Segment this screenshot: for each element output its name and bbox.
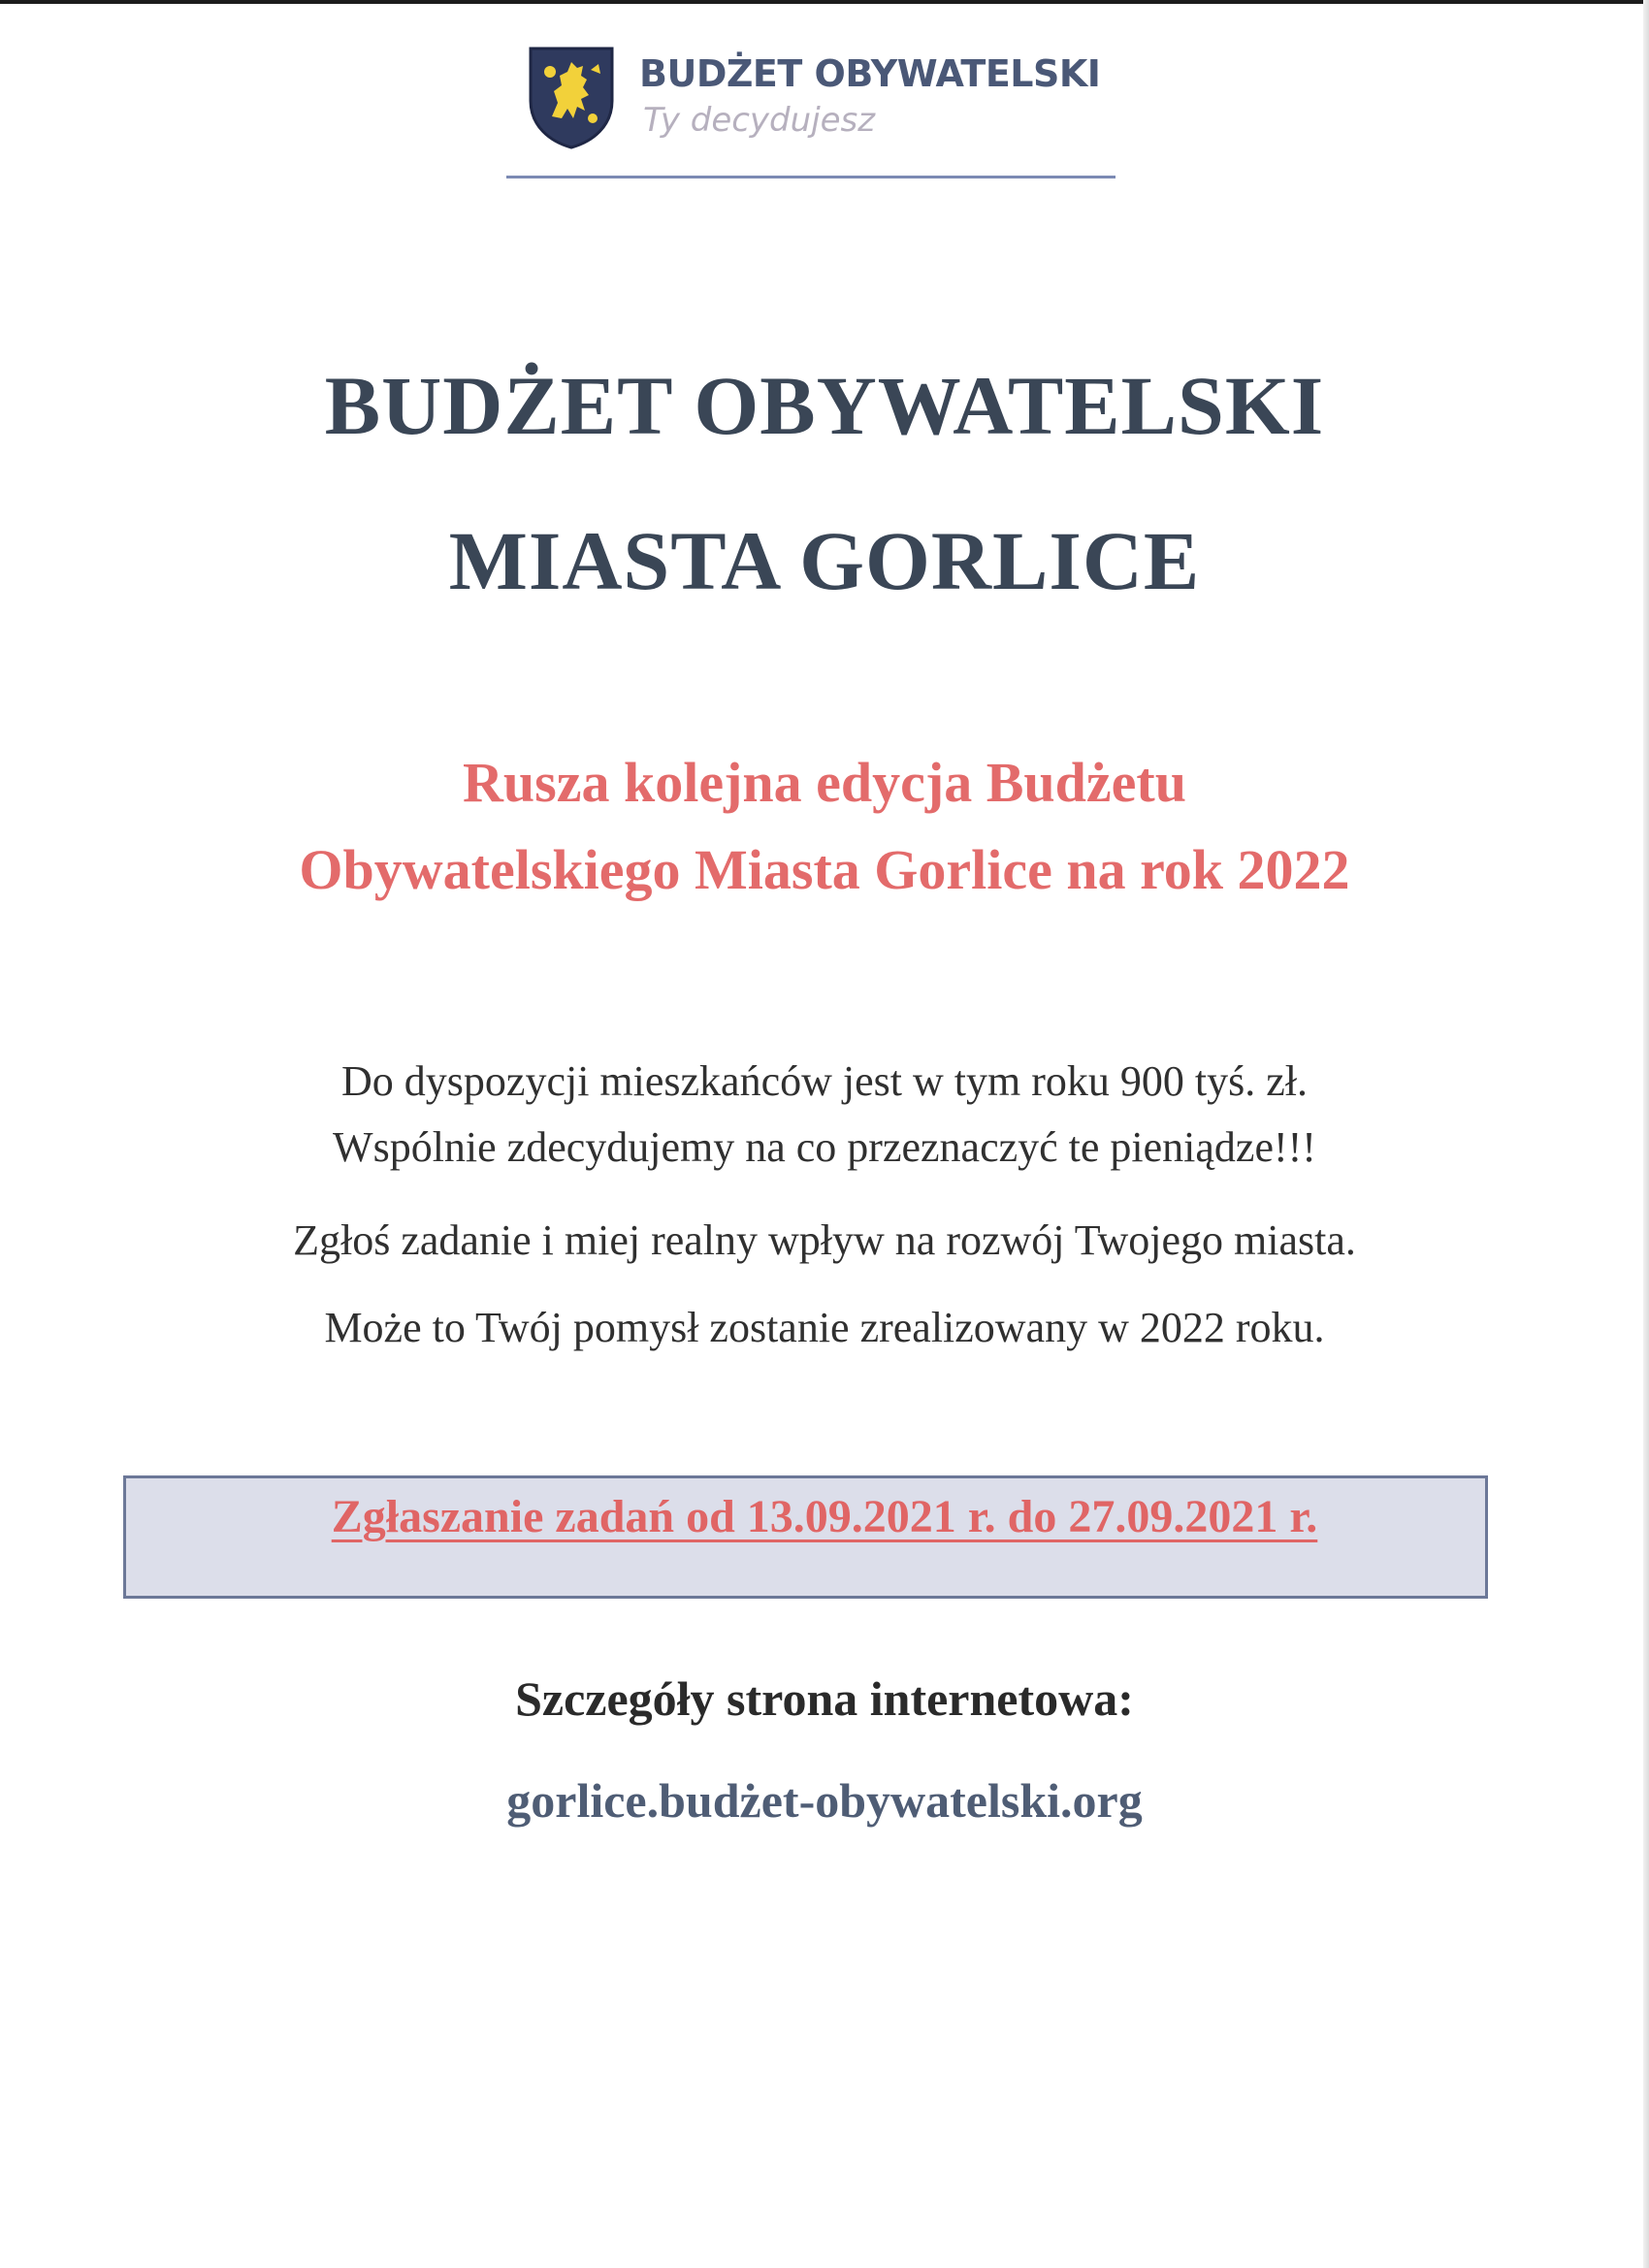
website-address: gorlice.budżet-obywatelski.org bbox=[506, 1773, 1143, 1828]
body-line-idea: Może to Twój pomysł zostanie zrealizowany w 2022 roku. bbox=[324, 1304, 1325, 1351]
subtitle-line-1: Rusza kolejna edycja Budżetu bbox=[463, 751, 1186, 814]
main-title-line-2: MIASTA GORLICE bbox=[448, 514, 1201, 607]
main-title-line-1: BUDŻET OBYWATELSKI bbox=[324, 359, 1325, 452]
scan-top-edge bbox=[0, 0, 1649, 4]
details-label: Szczegóły strona internetowa: bbox=[515, 1671, 1134, 1726]
logo-title: BUDŻET OBYWATELSKI bbox=[639, 52, 1101, 95]
budget-logo bbox=[527, 45, 1128, 180]
body-line-submit: Zgłoś zadanie i miej realny wpływ na rozwój Twojego miasta. bbox=[293, 1216, 1356, 1264]
body-line-decide: Wspólnie zdecydujemy na co przeznaczyć te pieniądze!!! bbox=[333, 1123, 1316, 1171]
deadline-text: Zgłaszanie zadań od 13.09.2021 r. do 27.09.2021 r. bbox=[331, 1491, 1318, 1542]
header-divider bbox=[506, 176, 1116, 178]
gorlice-coat-of-arms-icon bbox=[527, 45, 616, 149]
body-line-funds: Do dyspozycji mieszkańców jest w tym roku 900 tyś. zł. bbox=[341, 1057, 1308, 1105]
logo-tagline: Ty decydujesz bbox=[643, 101, 876, 140]
subtitle-line-2: Obywatelskiego Miasta Gorlice na rok 2022 bbox=[299, 838, 1350, 901]
